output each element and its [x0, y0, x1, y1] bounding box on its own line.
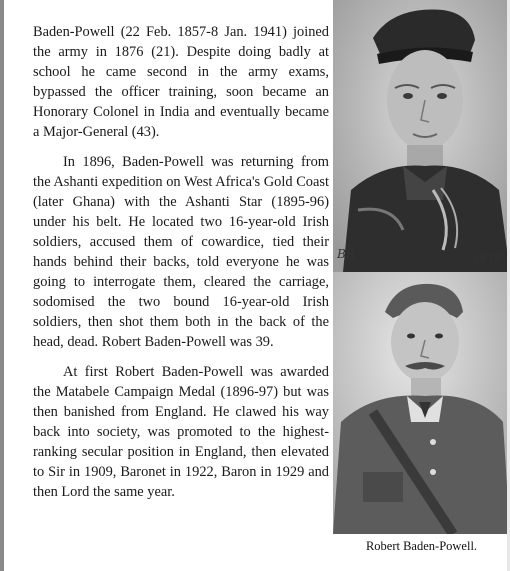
portrait-older-photo [333, 272, 510, 534]
paragraph-3: At first Robert Baden-Powell was awarded the Matabele Campaign Medal (1896-97) but was then banished from England. He clawed his way back into society, was promoted to the highest-ranking secular position in England, then elevated to Sir in 1909, Baronet in 1922, Baron in 1929 and then Lord the same year. [33, 364, 329, 500]
photo-mark-left: BR [337, 247, 355, 261]
photo-caption: Robert Baden-Powell. [365, 539, 478, 553]
paragraph-1: Baden-Powell (22 Feb. 1857-8 Jan. 1941) joined the army in 1876 (21). Despite doing badly at school he came second in the army exams, bypassed the officer training, soon became an Honorary Colonel in India and eventually became a Major-General (43). [33, 24, 329, 140]
portrait-young-image [333, 0, 510, 272]
paragraph-2: In 1896, Baden-Powell was returning from the Ashanti expedition on West Africa's Gold Coast (later Ghana) with the Ashanti Star (1895-96) under his belt. He located two 16-year-old Irish soldiers, accused them of cowardice, tied their hands behind their backs, told everyone he was going to interrogate them, cleared the carriage, sodomised the two bound 16-year-old Irish soldiers, then shot them both in the back of the head, dead. Robert Baden-Powell was 39. [33, 154, 329, 350]
body-text [33, 22, 329, 512]
portrait-young-photo [333, 0, 510, 272]
portrait-older-image [333, 272, 510, 534]
photo-mark-right: 1878 [473, 252, 501, 265]
page-edge [0, 0, 4, 571]
